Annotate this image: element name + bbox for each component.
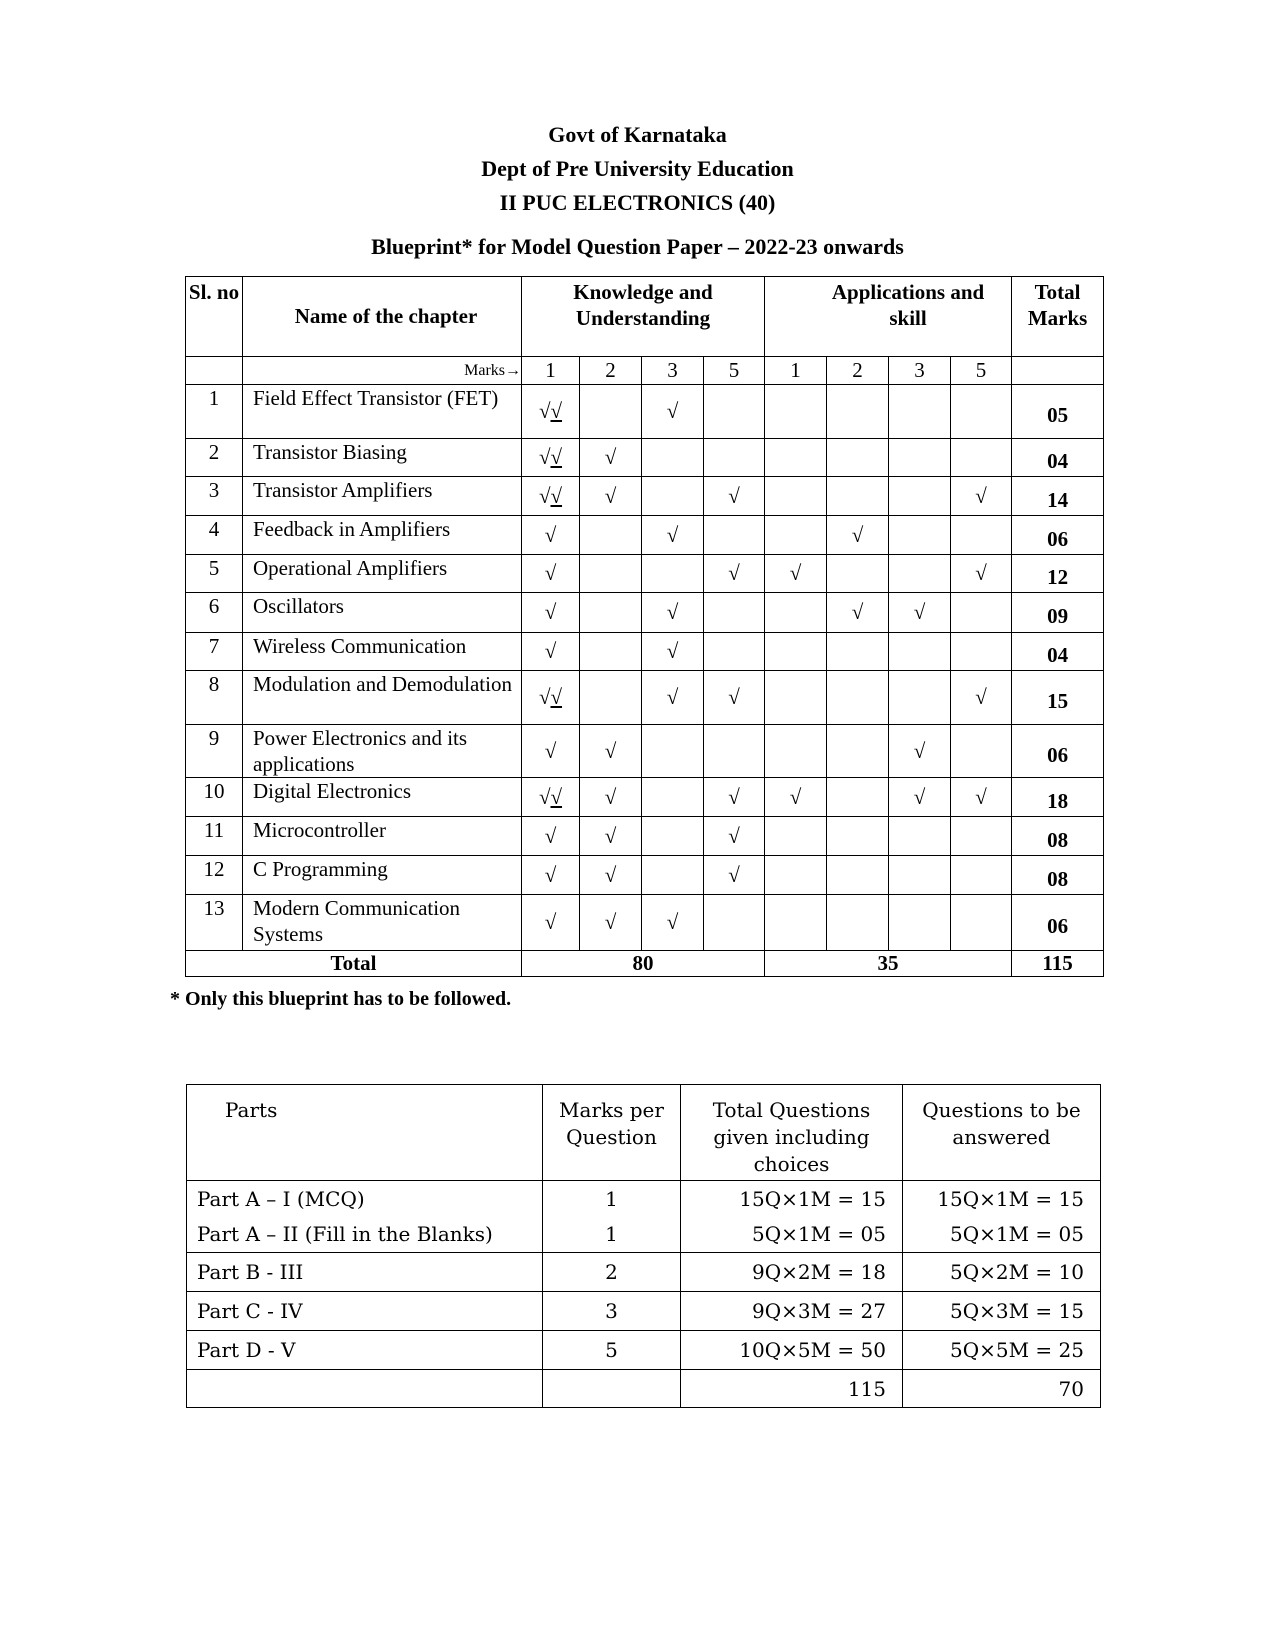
check-cell (951, 385, 1012, 439)
chapter-name: Power Electronics and its applications (243, 725, 522, 778)
check-cell: √ (642, 671, 704, 725)
parts-header-parts: Parts (187, 1085, 543, 1181)
check-cell (704, 895, 765, 951)
check-cell: √ (951, 555, 1012, 593)
check-cell: √ (522, 633, 580, 671)
chapter-total-marks: 04 (1012, 633, 1104, 671)
check-cell (951, 439, 1012, 477)
check-cell: √ (642, 895, 704, 951)
parts-table (186, 1084, 1101, 1408)
chapter-row (186, 385, 1104, 439)
check-cell (580, 516, 642, 555)
chapter-slno: 5 (186, 555, 243, 593)
check-cell (580, 593, 642, 633)
chapter-row (186, 895, 1104, 951)
marks-blank (1012, 357, 1104, 385)
blueprint-note: * Only this blueprint has to be followed. (170, 988, 512, 1010)
marks-cell: 2 (827, 357, 889, 385)
check-cell (765, 856, 827, 895)
chapter-slno: 1 (186, 385, 243, 439)
marks-cell: 3 (642, 357, 704, 385)
chapter-total-marks: 08 (1012, 856, 1104, 895)
check-cell: √ (522, 817, 580, 856)
check-cell: √ (580, 725, 642, 778)
chapter-slno: 7 (186, 633, 243, 671)
marks-row (186, 357, 1104, 385)
check-cell (827, 895, 889, 951)
col-header-chapter: Name of the chapter (243, 277, 522, 357)
parts-row (187, 1181, 1101, 1217)
check-cell (765, 477, 827, 516)
check-cell (951, 516, 1012, 555)
check-cell (765, 725, 827, 778)
check-cell: √ (827, 593, 889, 633)
check-cell (704, 633, 765, 671)
chapter-name: Modern Communication Systems (243, 895, 522, 951)
check-cell: √ (580, 856, 642, 895)
chapter-slno: 10 (186, 778, 243, 817)
check-cell: √ (642, 385, 704, 439)
chapter-slno: 4 (186, 516, 243, 555)
chapter-row (186, 516, 1104, 555)
check-cell (580, 633, 642, 671)
chapter-name: Modulation and Demodulation (243, 671, 522, 725)
check-cell (889, 856, 951, 895)
check-cell (827, 477, 889, 516)
part-total-questions: 9Q×3M = 27 (681, 1292, 903, 1331)
check-cell: √√ (522, 671, 580, 725)
check-cell (642, 725, 704, 778)
marks-cell: 5 (951, 357, 1012, 385)
part-total-questions: 15Q×1M = 15 (681, 1181, 903, 1217)
parts-header-marks: Marks per Question (543, 1085, 681, 1181)
check-cell (889, 895, 951, 951)
check-cell: √ (765, 778, 827, 817)
check-cell (642, 778, 704, 817)
check-cell: √ (951, 477, 1012, 516)
sum-blank (187, 1370, 543, 1408)
chapter-total-marks: 06 (1012, 516, 1104, 555)
check-cell (827, 725, 889, 778)
blueprint-total-row (186, 951, 1104, 977)
check-cell: √ (951, 778, 1012, 817)
chapter-slno: 6 (186, 593, 243, 633)
check-cell (580, 555, 642, 593)
check-cell: √ (522, 516, 580, 555)
check-cell (765, 817, 827, 856)
check-cell: √ (522, 856, 580, 895)
check-cell (642, 477, 704, 516)
check-cell: √ (642, 593, 704, 633)
check-cell (951, 895, 1012, 951)
check-cell (704, 516, 765, 555)
chapter-slno: 12 (186, 856, 243, 895)
total-label: Total (186, 951, 522, 977)
part-total-questions: 10Q×5M = 50 (681, 1331, 903, 1370)
check-cell (704, 593, 765, 633)
chapter-row (186, 555, 1104, 593)
chapter-row (186, 671, 1104, 725)
part-name: Part A – II (Fill in the Blanks) (187, 1217, 543, 1253)
chapter-row (186, 817, 1104, 856)
check-cell (827, 856, 889, 895)
col-header-knowledge: Knowledge and Understanding (522, 277, 765, 357)
total-knowledge: 80 (522, 951, 765, 977)
check-cell (765, 593, 827, 633)
check-cell: √ (642, 516, 704, 555)
check-cell (889, 555, 951, 593)
check-cell (889, 439, 951, 477)
check-cell (580, 385, 642, 439)
chapter-name: Digital Electronics (243, 778, 522, 817)
part-name: Part D - V (187, 1331, 543, 1370)
check-cell (951, 725, 1012, 778)
chapter-name: Microcontroller (243, 817, 522, 856)
sum-total-questions: 115 (681, 1370, 903, 1408)
check-cell: √ (889, 778, 951, 817)
total-applications: 35 (765, 951, 1012, 977)
check-cell: √ (765, 555, 827, 593)
check-cell (889, 385, 951, 439)
check-cell (827, 671, 889, 725)
header-blueprint-title: Blueprint* for Model Question Paper – 2022-23 onwards (371, 234, 904, 259)
check-cell (642, 555, 704, 593)
marks-cell: 3 (889, 357, 951, 385)
check-cell: √√ (522, 385, 580, 439)
part-marks-per-question: 3 (543, 1292, 681, 1331)
check-cell: √√ (522, 477, 580, 516)
check-cell: √ (522, 895, 580, 951)
check-cell: √ (704, 778, 765, 817)
marks-cell: 5 (704, 357, 765, 385)
chapter-row (186, 477, 1104, 516)
check-cell: √ (522, 725, 580, 778)
part-questions-answered: 5Q×3M = 15 (903, 1292, 1101, 1331)
check-cell: √ (580, 477, 642, 516)
chapter-slno: 13 (186, 895, 243, 951)
chapter-total-marks: 06 (1012, 895, 1104, 951)
header-govt: Govt of Karnataka (548, 122, 727, 147)
parts-row (187, 1253, 1101, 1292)
chapter-slno: 9 (186, 725, 243, 778)
check-cell (951, 593, 1012, 633)
chapter-total-marks: 15 (1012, 671, 1104, 725)
chapter-total-marks: 14 (1012, 477, 1104, 516)
sum-questions-answered: 70 (903, 1370, 1101, 1408)
part-marks-per-question: 1 (543, 1181, 681, 1217)
chapter-slno: 3 (186, 477, 243, 516)
chapter-row (186, 439, 1104, 477)
check-cell (889, 633, 951, 671)
check-cell (765, 633, 827, 671)
check-cell (765, 385, 827, 439)
col-header-total: Total Marks (1012, 277, 1104, 357)
part-total-questions: 5Q×1M = 05 (681, 1217, 903, 1253)
check-cell: √ (642, 633, 704, 671)
parts-row (187, 1292, 1101, 1331)
parts-header-total: Total Questions given including choices (681, 1085, 903, 1181)
check-cell: √ (704, 856, 765, 895)
check-cell (889, 477, 951, 516)
check-cell (765, 895, 827, 951)
check-cell (951, 633, 1012, 671)
check-cell: √ (522, 593, 580, 633)
chapter-name: Transistor Amplifiers (243, 477, 522, 516)
check-cell (704, 439, 765, 477)
part-marks-per-question: 1 (543, 1217, 681, 1253)
parts-row (187, 1217, 1101, 1253)
chapter-slno: 11 (186, 817, 243, 856)
part-total-questions: 9Q×2M = 18 (681, 1253, 903, 1292)
check-cell (704, 725, 765, 778)
blueprint-table (185, 276, 1104, 977)
parts-row (187, 1331, 1101, 1370)
check-cell (765, 439, 827, 477)
check-cell: √ (827, 516, 889, 555)
check-cell: √ (580, 439, 642, 477)
check-cell (827, 817, 889, 856)
chapter-total-marks: 09 (1012, 593, 1104, 633)
check-cell (889, 671, 951, 725)
chapter-row (186, 856, 1104, 895)
part-name: Part A – I (MCQ) (187, 1181, 543, 1217)
check-cell: √ (951, 671, 1012, 725)
check-cell (827, 555, 889, 593)
marks-label: Marks→ (243, 357, 522, 385)
part-name: Part C - IV (187, 1292, 543, 1331)
check-cell: √ (580, 817, 642, 856)
part-name: Part B - III (187, 1253, 543, 1292)
chapter-name: Transistor Biasing (243, 439, 522, 477)
chapter-total-marks: 18 (1012, 778, 1104, 817)
chapter-name: Operational Amplifiers (243, 555, 522, 593)
check-cell: √ (704, 817, 765, 856)
check-cell (889, 817, 951, 856)
chapter-row (186, 593, 1104, 633)
chapter-row (186, 778, 1104, 817)
chapter-row (186, 725, 1104, 778)
check-cell: √ (522, 555, 580, 593)
check-cell: √ (704, 477, 765, 516)
check-cell: √√ (522, 439, 580, 477)
part-questions-answered: 15Q×1M = 15 (903, 1181, 1101, 1217)
chapter-total-marks: 06 (1012, 725, 1104, 778)
chapter-name: Oscillators (243, 593, 522, 633)
check-cell (642, 439, 704, 477)
chapter-name: Wireless Communication (243, 633, 522, 671)
chapter-row (186, 633, 1104, 671)
marks-cell: 1 (765, 357, 827, 385)
marks-blank (186, 357, 243, 385)
parts-sum-row (187, 1370, 1101, 1408)
check-cell (827, 439, 889, 477)
check-cell (642, 817, 704, 856)
part-questions-answered: 5Q×5M = 25 (903, 1331, 1101, 1370)
header-subject: II PUC ELECTRONICS (40) (499, 190, 776, 215)
check-cell: √ (889, 725, 951, 778)
check-cell (951, 817, 1012, 856)
check-cell (704, 385, 765, 439)
sum-blank (543, 1370, 681, 1408)
check-cell (827, 633, 889, 671)
parts-header-answered: Questions to be answered (903, 1085, 1101, 1181)
check-cell (889, 516, 951, 555)
col-header-applications: Applications and skill (765, 277, 1012, 357)
col-header-slno: Sl. no (186, 277, 243, 357)
part-questions-answered: 5Q×2M = 10 (903, 1253, 1101, 1292)
check-cell: √ (704, 671, 765, 725)
check-cell (951, 856, 1012, 895)
chapter-total-marks: 12 (1012, 555, 1104, 593)
part-marks-per-question: 5 (543, 1331, 681, 1370)
check-cell (580, 671, 642, 725)
grand-total: 115 (1012, 951, 1104, 977)
chapter-total-marks: 08 (1012, 817, 1104, 856)
check-cell: √ (704, 555, 765, 593)
check-cell: √ (580, 778, 642, 817)
part-questions-answered: 5Q×1M = 05 (903, 1217, 1101, 1253)
marks-cell: 2 (580, 357, 642, 385)
part-marks-per-question: 2 (543, 1253, 681, 1292)
check-cell (765, 516, 827, 555)
chapter-name: Feedback in Amplifiers (243, 516, 522, 555)
chapter-name: Field Effect Transistor (FET) (243, 385, 522, 439)
chapter-total-marks: 04 (1012, 439, 1104, 477)
check-cell (765, 671, 827, 725)
chapter-slno: 2 (186, 439, 243, 477)
check-cell: √ (580, 895, 642, 951)
check-cell: √ (889, 593, 951, 633)
check-cell (642, 856, 704, 895)
check-cell: √√ (522, 778, 580, 817)
header-dept: Dept of Pre University Education (481, 156, 794, 181)
chapter-total-marks: 05 (1012, 385, 1104, 439)
check-cell (827, 778, 889, 817)
chapter-slno: 8 (186, 671, 243, 725)
check-cell (827, 385, 889, 439)
marks-cell: 1 (522, 357, 580, 385)
chapter-name: C Programming (243, 856, 522, 895)
